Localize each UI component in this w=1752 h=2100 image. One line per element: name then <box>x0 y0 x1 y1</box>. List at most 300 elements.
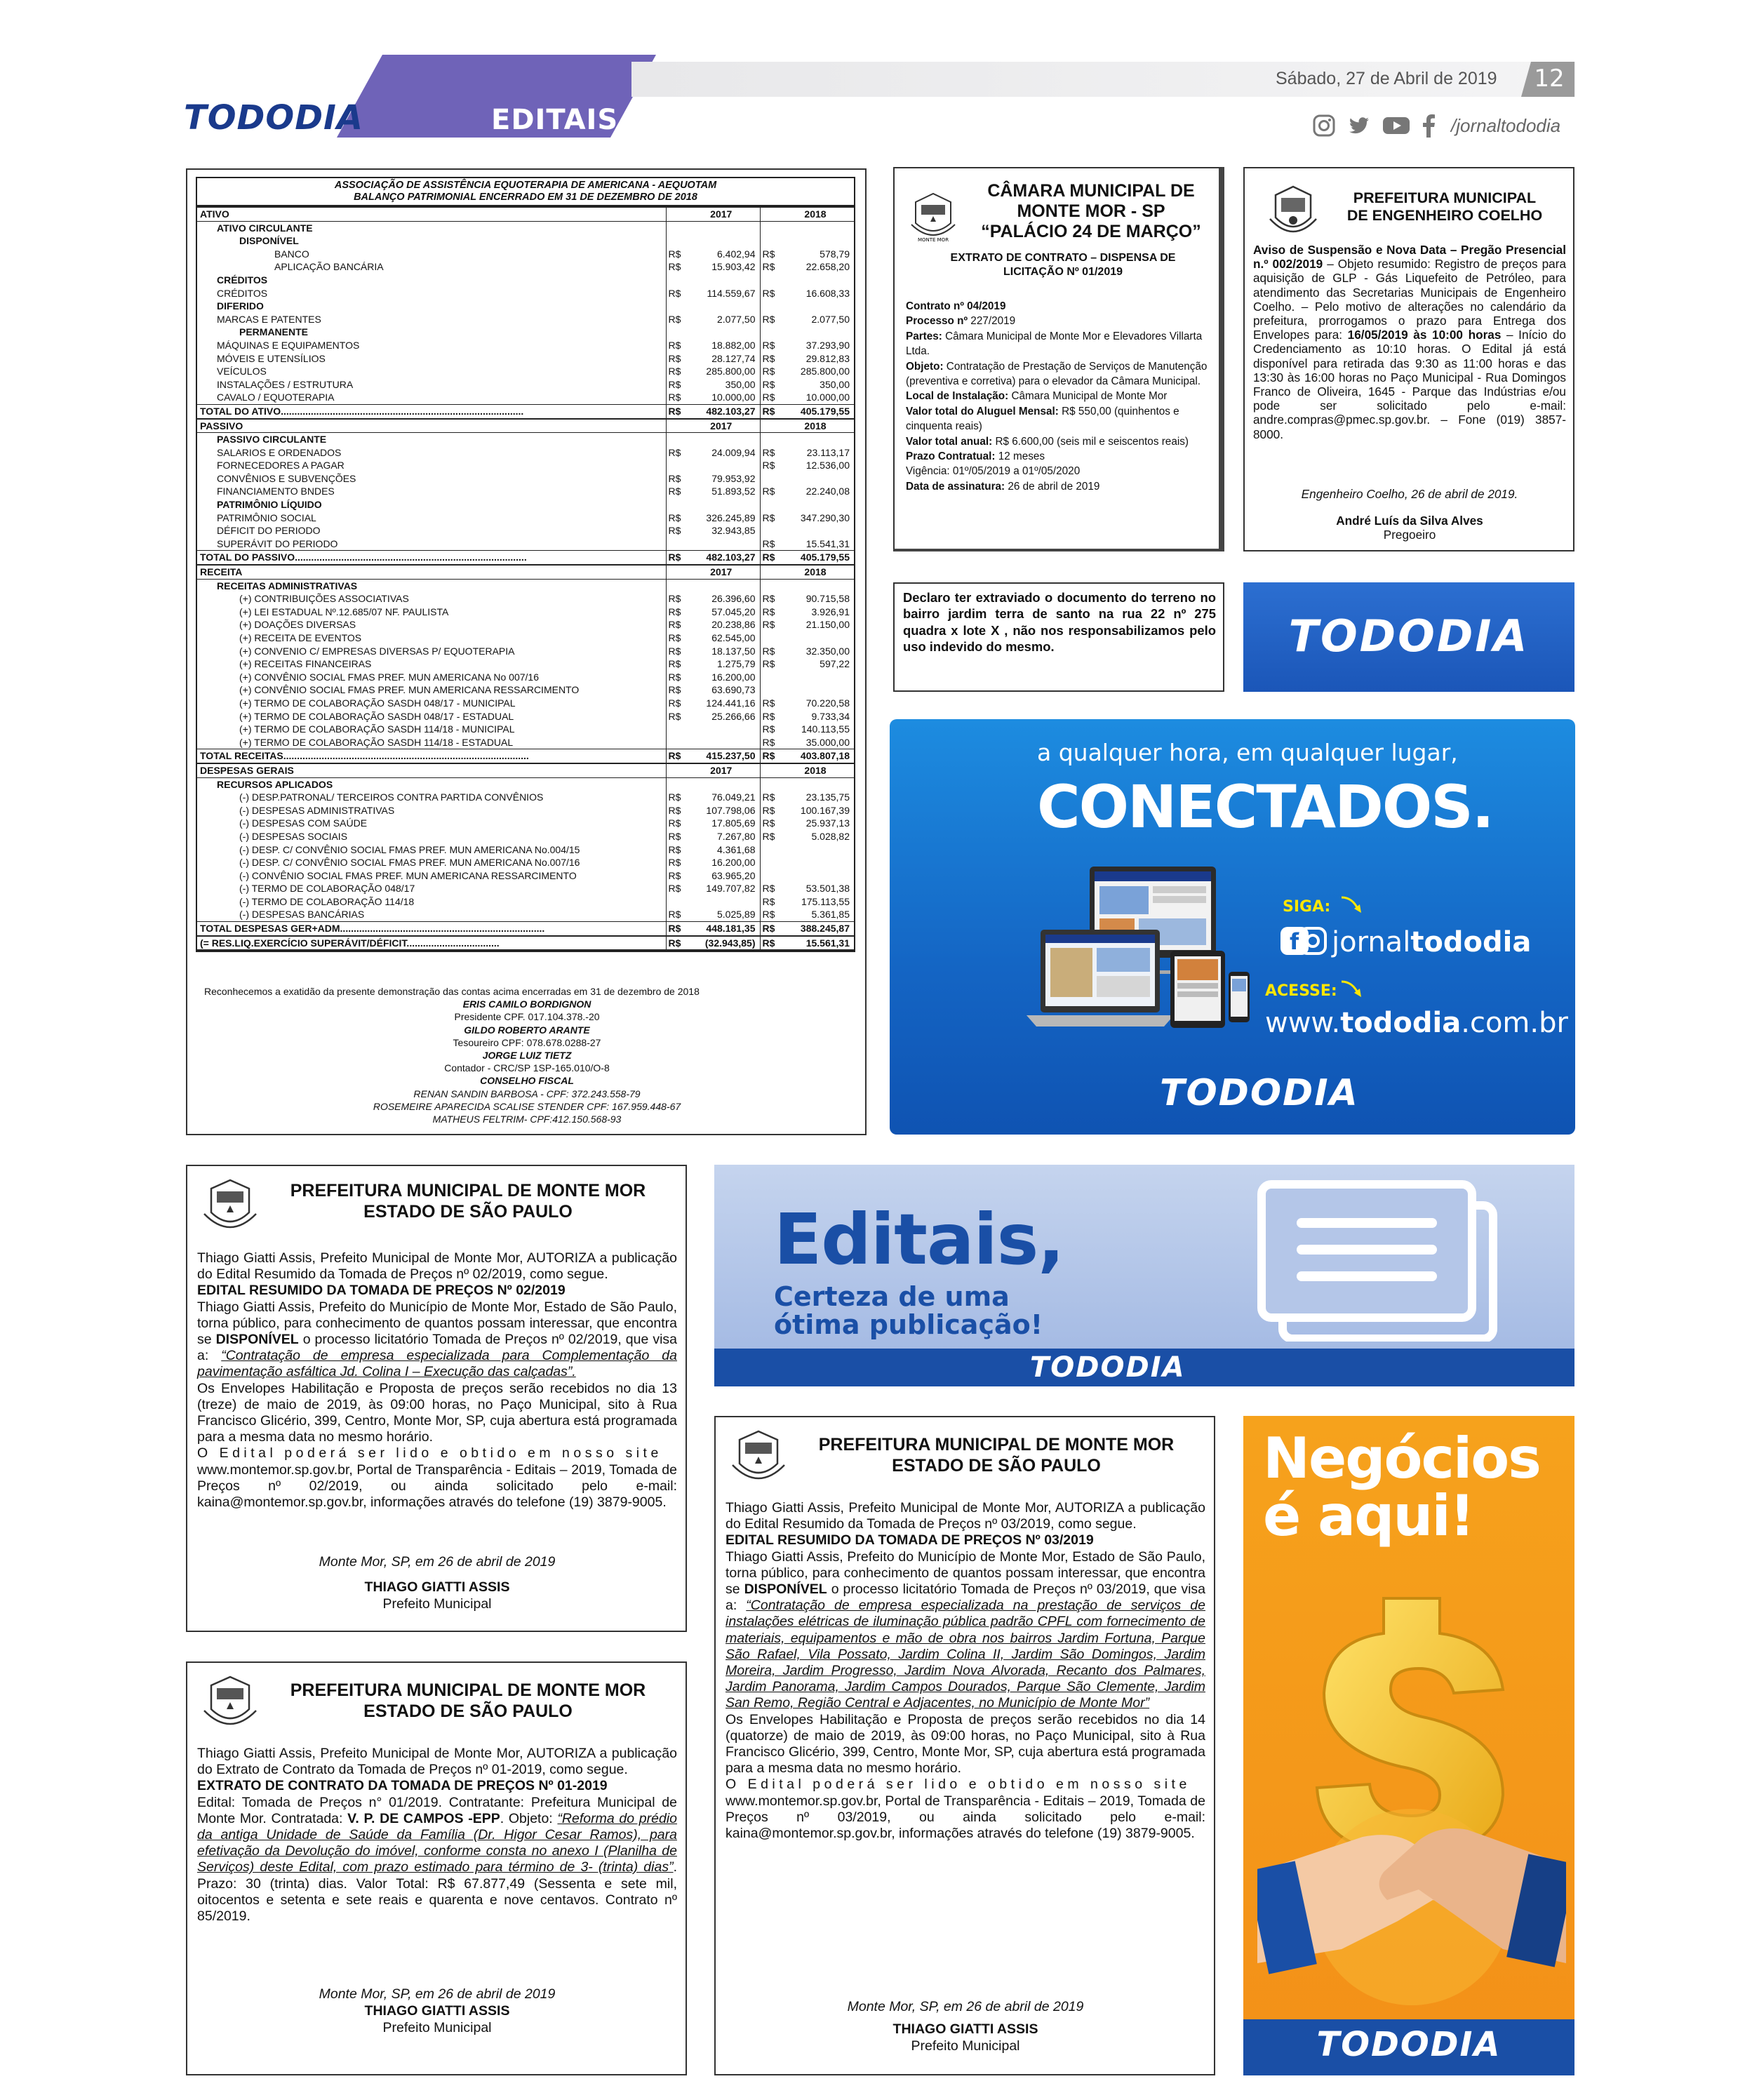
balance-row <box>197 736 854 749</box>
value-2017 <box>684 221 760 234</box>
handshake-dollar-illustration <box>1257 1570 1566 2019</box>
currency-2018 <box>760 326 778 339</box>
balance-row <box>197 485 854 498</box>
signature-line: ERIS CAMILO BORDIGNON <box>462 998 591 1010</box>
balance-row <box>197 697 854 710</box>
negocios-headline-1: Negócios <box>1263 1426 1540 1491</box>
value-2018: 32.350,00 <box>805 645 850 657</box>
notice1-status: DISPONÍVEL <box>215 1332 299 1348</box>
conectados-social-handle <box>1332 926 1531 958</box>
notice2-para2-e: . Prazo: 30 (trinta) dias. Valor Total: R$ 67.877,49 (Sessenta e sete mil, oitocentos e setenta e sete reais e quarenta e nove centavos. Contrato nº 85/2019. <box>197 1859 677 1925</box>
value-2018: 2018 <box>778 565 854 579</box>
notice3-heading-1: PREFEITURA MUNICIPAL DE MONTE MOR <box>818 1435 1175 1454</box>
balance-section-row <box>197 763 854 777</box>
value-2017: 285.800,00 <box>706 366 756 377</box>
row-label: FINANCIAMENTO BNDES <box>217 486 335 497</box>
currency-2018 <box>760 234 778 248</box>
balance-row <box>197 657 854 671</box>
currency-2017 <box>666 419 684 433</box>
row-label: BANCO <box>274 248 309 260</box>
value-2017: 326.245,89 <box>706 511 756 523</box>
currency-2018: R$ <box>760 404 778 418</box>
balance-row <box>197 274 854 287</box>
currency-2018: R$ <box>760 710 778 723</box>
currency-2017: R$ <box>666 313 684 326</box>
value-2017 <box>684 234 760 248</box>
conectados-ad[interactable] <box>890 719 1575 1135</box>
currency-2017 <box>666 736 684 749</box>
balance-row <box>197 817 854 830</box>
balance-row <box>197 524 854 537</box>
row-label: PATRIMÔNIO LÍQUIDO <box>217 499 322 511</box>
value-2018: 22.240,08 <box>805 486 850 497</box>
currency-2018 <box>760 843 778 857</box>
currency-2018 <box>760 869 778 883</box>
row-label: FORNECEDORES A PAGAR <box>217 460 345 472</box>
balance-title-period: BALANÇO PATRIMONIAL ENCERRADO EM 31 DE DEZEMBRO DE 2018 <box>354 192 697 203</box>
row-label: (-) TERMO DE COLABORAÇÃO 114/18 <box>239 895 415 907</box>
currency-2018: R$ <box>760 936 778 951</box>
row-label: MARCAS E PATENTES <box>217 313 321 325</box>
row-label: INSTALAÇÕES / ESTRUTURA <box>217 378 354 390</box>
row-label: (+) CONTRIBUIÇÕES ASSOCIATIVAS <box>239 593 409 605</box>
balance-total-row <box>197 749 854 763</box>
value-2018 <box>778 869 854 883</box>
engenheiro-notice-title: Aviso de Suspensão e Nova Data – Pregão Presencial n.º 002/2019 <box>1253 243 1566 272</box>
value-2018 <box>778 631 854 645</box>
value-2018: 140.113,55 <box>801 723 850 735</box>
value-2017: 107.798,06 <box>706 804 756 816</box>
currency-2017: R$ <box>666 339 684 352</box>
row-label: MÓVEIS E UTENSÍLIOS <box>217 352 326 364</box>
value-2017: 24.009,94 <box>711 446 756 458</box>
social-handle[interactable]: /jornaltododia <box>1451 114 1561 136</box>
notice1-para4-b: www.montemor.sp.gov.br, Portal de Transparência - Editais – 2019, Tomada de Preços nº 02/2019, ou ainda solicitado pelo e-mail: kaina@montemor.sp.gov.br, informações através do telefone (19) 3879-9005. <box>197 1462 677 1511</box>
engenheiro-body-2: – Início do Credenciamento as 10:10 horas. O Edital já está disponível para retirada das 9:30 as 11:00 horas e das 13:30 às 16:00 horas no Paço Municipal - Rua Domingos Franco de Oliveira, 1645 - Parque das Indústrias e/ou pode ser solicitado pelo e-mail: andre.compras@pmec.sp.gov.br. – Fone (019) 3857-8000. <box>1253 328 1566 441</box>
currency-2018: R$ <box>760 908 778 921</box>
row-label: (-) DESP. C/ CONVÊNIO SOCIAL FMAS PREF. MUN AMERICANA No.007/16 <box>239 857 580 869</box>
currency-2018: R$ <box>760 248 778 261</box>
twitter-icon[interactable] <box>1347 114 1371 138</box>
camara-monte-mor-notice <box>893 167 1224 551</box>
page-number: 12 <box>1534 65 1565 93</box>
value-2018: 9.733,34 <box>811 710 850 722</box>
notice3-para2 <box>725 1549 1205 1712</box>
currency-2018: R$ <box>760 339 778 352</box>
currency-2017: R$ <box>666 287 684 300</box>
editais-logo: TODODIA <box>1030 1351 1186 1384</box>
currency-2018: R$ <box>760 697 778 710</box>
negocios-ad[interactable] <box>1243 1416 1574 2075</box>
currency-2018: R$ <box>760 511 778 525</box>
currency-2017: R$ <box>666 378 684 392</box>
value-2018 <box>778 326 854 339</box>
signature-line: ROSEMEIRE APARECIDA SCALISE STENDER CPF: 167.959.448-67 <box>373 1100 681 1112</box>
conectados-headline: CONECTADOS. <box>1037 773 1493 841</box>
monte-mor-tp02-notice <box>186 1165 687 1632</box>
balance-row <box>197 856 854 869</box>
contract-detail <box>906 479 1215 494</box>
value-2017: 7.267,80 <box>717 830 756 842</box>
facebook-icon[interactable] <box>1422 114 1436 138</box>
notice3-signature <box>725 1998 1205 2054</box>
currency-2018: R$ <box>760 378 778 392</box>
currency-2017: R$ <box>666 645 684 658</box>
negocios-logo: TODODIA <box>1316 2025 1502 2064</box>
notice1-object: “Contratação de empresa especializada para Complementação da pavimentação asfáltica Jd. Colina I – Execução das calçadas”. <box>197 1348 678 1380</box>
value-2017: 350,00 <box>725 378 756 390</box>
notice1-para4-a: O Edital poderá ser lido e obtido em nosso site <box>197 1445 662 1462</box>
value-2018: 285.800,00 <box>800 366 850 377</box>
signature-line: Presidente CPF. 017.104.378.-20 <box>454 1011 600 1023</box>
currency-2017: R$ <box>666 606 684 619</box>
balance-total-row <box>197 404 854 418</box>
balance-row <box>197 710 854 723</box>
masthead-logo[interactable]: TODODIA <box>184 98 364 138</box>
contract-detail-key: Partes: <box>906 330 942 342</box>
value-2018: 15.541,31 <box>805 537 850 549</box>
value-2017: 63.965,20 <box>711 869 756 881</box>
contract-detail-value: Vigência: 01º/05/2019 a 01º/05/2020 <box>906 465 1081 478</box>
value-2018: 405.179,55 <box>778 551 854 565</box>
row-label: (-) DESPESAS COM SAÚDE <box>239 817 368 829</box>
tododia-banner-logo: TODODIA <box>1288 610 1530 662</box>
facebook-instagram-icon <box>1279 924 1328 958</box>
devices-illustration <box>1027 852 1251 1063</box>
value-2017: 79.953,92 <box>711 472 756 484</box>
monte-mor-contract-notice <box>186 1661 687 2075</box>
balance-row <box>197 472 854 486</box>
row-label: RECEITA <box>197 565 666 579</box>
contract-detail <box>906 299 1215 314</box>
balance-row <box>197 365 854 378</box>
engenheiro-heading <box>1329 189 1560 225</box>
notice1-heading-2: ESTADO DE SÃO PAULO <box>363 1202 573 1222</box>
currency-2017: R$ <box>666 908 684 921</box>
value-2018: 403.807,18 <box>778 749 854 763</box>
currency-2017 <box>666 579 684 592</box>
currency-2018 <box>760 433 778 446</box>
contract-detail <box>906 449 1215 464</box>
row-label: (-) DESPESAS ADMINISTRATIVAS <box>239 804 395 816</box>
value-2018: 15.561,31 <box>778 936 854 951</box>
notice3-para4-a: O Edital poderá ser lido e obtido em nosso site <box>725 1777 1191 1793</box>
value-2018 <box>778 433 854 446</box>
balance-row <box>197 804 854 817</box>
balance-row <box>197 895 854 909</box>
value-2018: 23.135,75 <box>805 791 850 803</box>
value-2017: 16.200,00 <box>711 671 756 683</box>
value-2018: 578,79 <box>820 248 850 260</box>
notice3-signer: THIAGO GIATTI ASSIS <box>892 2021 1038 2037</box>
value-2018 <box>778 777 854 791</box>
value-2018 <box>778 671 854 684</box>
row-label: DIFERIDO <box>217 300 264 312</box>
notice3-title: EDITAL RESUMIDO DA TOMADA DE PREÇOS Nº 03/2019 <box>725 1532 1094 1549</box>
value-2017: 10.000,00 <box>711 392 756 403</box>
currency-2017: R$ <box>666 551 684 565</box>
contract-detail <box>906 434 1215 449</box>
currency-2018: R$ <box>760 804 778 817</box>
currency-2018 <box>760 565 778 579</box>
row-label: TOTAL DO ATIVO......................................................................................... <box>197 404 666 418</box>
currency-2018: R$ <box>760 657 778 671</box>
notice2-para2-c: . Objeto: <box>500 1810 558 1826</box>
currency-2018 <box>760 498 778 511</box>
currency-2018 <box>760 207 778 221</box>
row-label: APLICAÇÃO BANCÁRIA <box>274 261 384 273</box>
currency-2017: R$ <box>666 485 684 498</box>
contract-detail-value: Câmara Municipal de Monte Mor <box>1008 390 1168 403</box>
balance-sheet-notice <box>186 168 867 1135</box>
balance-table-frame <box>196 177 855 952</box>
row-label: (+) CONVÊNIO SOCIAL FMAS PREF. MUN AMERICANA RESSARCIMENTO <box>239 684 580 696</box>
currency-2017: R$ <box>666 882 684 895</box>
engenheiro-coelho-notice <box>1243 167 1574 551</box>
value-2018: 90.715,58 <box>805 593 850 605</box>
currency-2018: R$ <box>760 537 778 551</box>
row-label: SALARIOS E ORDENADOS <box>217 446 342 458</box>
row-label: (-) DESPESAS SOCIAIS <box>239 830 348 842</box>
contract-detail-key: Prazo Contratual: <box>906 450 996 463</box>
svg-text:f: f <box>1290 928 1299 955</box>
balance-section-row <box>197 207 854 221</box>
value-2017: 57.045,20 <box>711 606 756 617</box>
value-2018: 12.536,00 <box>805 460 850 472</box>
currency-2017: R$ <box>666 618 684 631</box>
contract-detail-value: Contratação de Prestação de Serviços de Manutenção (preventiva e corretiva) para o elevador da Câmara Municipal. <box>906 360 1208 388</box>
notice3-para2-a: Thiago Giatti Assis, Prefeito do Município de Monte Mor, Estado de São Paulo, torna público, para conhecimento de quantos possam interessar, que encontra se <box>725 1549 1205 1598</box>
value-2017: 2017 <box>684 419 760 433</box>
currency-2018: R$ <box>760 365 778 378</box>
currency-2018 <box>760 856 778 869</box>
value-2018: 2018 <box>778 207 854 221</box>
social-links <box>1312 112 1560 139</box>
value-2017 <box>684 895 760 909</box>
balance-signatures <box>197 985 857 1125</box>
value-2018 <box>778 300 854 313</box>
editais-tagline-1: Certeza de uma <box>774 1281 1010 1312</box>
negocios-headline <box>1263 1426 1540 1549</box>
balance-row <box>197 606 854 619</box>
conectados-logo: TODODIA <box>1160 1072 1359 1114</box>
balance-row <box>197 511 854 525</box>
balance-total-row <box>197 936 854 951</box>
currency-2017: R$ <box>666 391 684 404</box>
youtube-icon[interactable] <box>1382 114 1410 138</box>
notice3-body <box>725 1500 1205 1842</box>
balance-row <box>197 300 854 313</box>
currency-2018: R$ <box>760 287 778 300</box>
value-2017: 4.361,68 <box>717 843 756 855</box>
value-2017: 6.402,94 <box>717 248 756 260</box>
notice1-title: EDITAL RESUMIDO DA TOMADA DE PREÇOS Nº 02/2019 <box>197 1283 566 1299</box>
notice2-heading-2: ESTADO DE SÃO PAULO <box>363 1701 573 1721</box>
contract-detail-key: Processo nº <box>906 315 968 328</box>
row-label: (+) TERMO DE COLABORAÇÃO SASDH 048/17 - ESTADUAL <box>239 710 514 722</box>
currency-2017: R$ <box>666 697 684 710</box>
instagram-icon[interactable] <box>1312 114 1336 138</box>
balance-row <box>197 869 854 883</box>
value-2018 <box>778 472 854 486</box>
value-2017 <box>684 300 760 313</box>
notice1-body <box>197 1250 677 1511</box>
value-2017: 20.238,86 <box>711 619 756 631</box>
balance-row <box>197 631 854 645</box>
tododia-banner-ad[interactable] <box>1243 582 1574 692</box>
contract-detail <box>906 464 1215 479</box>
value-2018 <box>778 274 854 287</box>
value-2017: 32.943,85 <box>711 525 756 537</box>
row-label: (+) LEI ESTADUAL Nº.12.685/07 NF. PAULISTA <box>239 606 449 617</box>
balance-section-row <box>197 419 854 433</box>
contract-detail-key: Local de Instalação: <box>906 390 1009 403</box>
balance-row <box>197 537 854 551</box>
currency-2017: R$ <box>666 817 684 830</box>
notice3-role: Prefeito Municipal <box>911 2038 1020 2054</box>
signature-line: MATHEUS FELTRIM- CPF:412.150.568-93 <box>432 1113 622 1125</box>
currency-2018 <box>760 274 778 287</box>
currency-2017 <box>666 459 684 472</box>
contract-detail-value: 26 de abril de 2019 <box>1005 480 1100 493</box>
value-2017: 25.266,66 <box>711 710 756 722</box>
contract-detail <box>906 329 1215 359</box>
currency-2017 <box>666 777 684 791</box>
currency-2018: R$ <box>760 446 778 460</box>
value-2017 <box>684 326 760 339</box>
camara-heading-1: CÂMARA MUNICIPAL DE <box>987 181 1195 201</box>
balance-row <box>197 326 854 339</box>
currency-2018 <box>760 671 778 684</box>
engenheiro-place-date: Engenheiro Coelho, 26 de abril de 2019. <box>1301 487 1518 501</box>
row-label: (-) DESP. C/ CONVÊNIO SOCIAL FMAS PREF. MUN AMERICANA No.004/15 <box>239 843 580 855</box>
balance-row <box>197 352 854 366</box>
currency-2017: R$ <box>666 446 684 460</box>
balance-row <box>197 723 854 736</box>
value-2017: 16.200,00 <box>711 857 756 869</box>
value-2018: 5.361,85 <box>811 909 850 921</box>
notice2-heading-1: PREFEITURA MUNICIPAL DE MONTE MOR <box>290 1680 646 1700</box>
balance-row <box>197 248 854 261</box>
balance-total-row <box>197 922 854 936</box>
currency-2018 <box>760 631 778 645</box>
row-label: VEÍCULOS <box>217 366 267 377</box>
currency-2018: R$ <box>760 645 778 658</box>
notice3-heading <box>793 1434 1200 1476</box>
engenheiro-new-date: 16/05/2019 às 10:00 horas <box>1347 328 1502 342</box>
currency-2017: R$ <box>666 843 684 857</box>
notice2-body <box>197 1746 677 1925</box>
value-2017 <box>684 498 760 511</box>
contract-detail <box>906 404 1215 434</box>
currency-2018: R$ <box>760 830 778 843</box>
row-label: (= RES.LIQ.EXERCÍCIO SUPERÁVIT/DÉFICIT.................................. <box>197 936 666 951</box>
currency-2017: R$ <box>666 365 684 378</box>
value-2018: 2.077,50 <box>811 313 850 325</box>
currency-2018: R$ <box>760 895 778 909</box>
section-title: EDITAIS <box>491 104 619 136</box>
value-2017: 482.103,27 <box>684 404 760 418</box>
camara-heading-3: “PALÁCIO 24 DE MARÇO” <box>981 222 1201 241</box>
currency-2017: R$ <box>666 936 684 951</box>
currency-2017: R$ <box>666 472 684 486</box>
contract-detail <box>906 389 1215 403</box>
value-2017 <box>684 274 760 287</box>
currency-2018: R$ <box>760 352 778 366</box>
issue-date: Sábado, 27 de Abril de 2019 <box>1276 69 1497 88</box>
value-2017: 17.805,69 <box>711 817 756 829</box>
value-2018: 37.293,90 <box>805 339 850 351</box>
notice3-heading-2: ESTADO DE SÃO PAULO <box>892 1456 1101 1476</box>
engenheiro-body <box>1253 243 1566 441</box>
conectados-website[interactable] <box>1265 1007 1568 1039</box>
notice3-intro: Thiago Giatti Assis, Prefeito Municipal de Monte Mor, AUTORIZA a publicação do Edital Resumido da Tomada de Preços nº 03/2019, como segue. <box>725 1500 1205 1532</box>
url-prefix: www. <box>1265 1007 1341 1039</box>
currency-2017: R$ <box>666 524 684 537</box>
notice1-role: Prefeito Municipal <box>382 1596 492 1612</box>
currency-2017: R$ <box>666 631 684 645</box>
notice3-para4-b: www.montemor.sp.gov.br, Portal de Transparência - Editais – 2019, Tomada de Preços nº 03/2019, ou ainda solicitado pelo e-mail: kaina@montemor.sp.gov.br, informações através do telefone (19) 3879-9005. <box>725 1793 1205 1842</box>
currency-2017 <box>666 537 684 551</box>
notice3-para2-c: o processo licitatório Tomada de Preços nº 03/2019, que visa a: <box>725 1581 1206 1614</box>
conectados-tagline: a qualquer hora, em qualquer lugar, <box>1037 739 1458 766</box>
currency-2017: R$ <box>666 749 684 763</box>
notice2-para2-a: Edital: Tomada de Preços n° 01/2019. Contratante: Prefeitura Municipal de Monte Mor. Contratada: <box>197 1794 677 1826</box>
balance-total-row <box>197 551 854 565</box>
row-label: CONVÊNIOS E SUBVENÇÕES <box>217 472 356 484</box>
negocios-headline-2: é aqui! <box>1263 1483 1474 1549</box>
currency-2017: R$ <box>666 352 684 366</box>
camara-subheading <box>923 251 1203 279</box>
currency-2017: R$ <box>666 657 684 671</box>
currency-2018 <box>760 763 778 777</box>
monte-mor-crest-icon <box>727 1424 790 1487</box>
value-2017: 114.559,67 <box>707 287 756 299</box>
currency-2018: R$ <box>760 485 778 498</box>
value-2017: 124.441,16 <box>706 697 756 709</box>
row-label: ATIVO <box>197 207 666 221</box>
currency-2017 <box>666 300 684 313</box>
currency-2018: R$ <box>760 606 778 619</box>
value-2018 <box>778 234 854 248</box>
value-2018: 25.937,13 <box>805 817 850 829</box>
value-2018 <box>778 683 854 697</box>
notice3-status: DISPONÍVEL <box>744 1581 827 1598</box>
value-2018: 175.113,55 <box>801 895 850 907</box>
currency-2017 <box>666 565 684 579</box>
value-2018: 2018 <box>778 419 854 433</box>
balance-row <box>197 908 854 921</box>
currency-2018 <box>760 579 778 592</box>
value-2018 <box>778 856 854 869</box>
value-2017: 2.077,50 <box>717 313 756 325</box>
balance-table <box>197 206 854 951</box>
currency-2017: R$ <box>666 869 684 883</box>
currency-2017: R$ <box>666 922 684 936</box>
value-2018: 53.501,38 <box>805 883 850 895</box>
value-2017: 2017 <box>684 207 760 221</box>
arrow-icon <box>1339 895 1364 916</box>
contract-detail-value: Câmara Municipal de Monte Mor e Elevadores Villarta Ltda. <box>906 330 1203 358</box>
editais-ad[interactable] <box>714 1165 1574 1386</box>
currency-2017 <box>666 433 684 446</box>
row-label: PATRIMÔNIO SOCIAL <box>217 511 316 523</box>
contract-detail-value: 227/2019 <box>968 315 1016 328</box>
row-label: (-) DESPESAS BANCÁRIAS <box>239 909 365 921</box>
row-label: RECURSOS APLICADOS <box>217 778 333 790</box>
notice2-contractor: V. P. DE CAMPOS -EPP <box>347 1810 500 1826</box>
value-2018: 10.000,00 <box>805 392 850 403</box>
